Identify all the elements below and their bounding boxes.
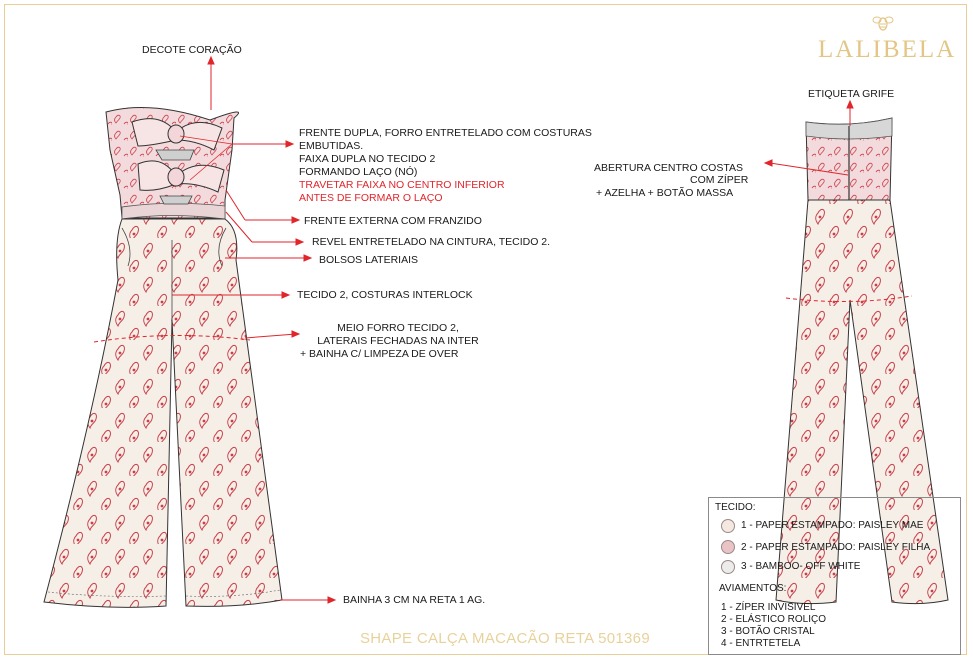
legend-fabric-1: 1 - PAPER ESTAMPADO: PAISLEY MAE: [741, 520, 924, 531]
knot-upper: [168, 125, 184, 143]
label-front-double-1: FRENTE DUPLA, FORRO ENTRETELADO COM COSTURAS: [299, 127, 592, 139]
label-external-front: FRENTE EXTERNA COM FRANZIDO: [304, 215, 482, 227]
label-front-red-1: TRAVETAR FAIXA NO CENTRO INFERIOR: [299, 179, 505, 191]
label-neckline: DECOTE CORAÇÃO: [142, 44, 242, 56]
legend-trim-1: 1 - ZÍPER INVISIVEL: [721, 602, 816, 613]
label-front-double-3: FAIXA DUPLA NO TECIDO 2: [299, 153, 436, 165]
label-front-double-4: FORMANDO LAÇO (NÓ): [299, 166, 418, 178]
swatch-fabric-3: [721, 560, 735, 574]
label-zipper-3: + AZELHA + BOTÃO MASSA: [596, 187, 734, 199]
legend-fabric-2: 2 - PAPER ESTAMPADO: PAISLEY FILHA: [741, 542, 931, 553]
legend-box: [708, 497, 961, 655]
label-front-double-2: EMBUTIDAS.: [299, 140, 364, 152]
label-pockets: BOLSOS LATERIAIS: [319, 254, 419, 266]
front-trousers: [44, 219, 282, 607]
knot-lower: [168, 168, 184, 186]
label-zipper-2: COM ZÍPER: [690, 174, 749, 186]
legend-trim-3: 3 - BOTÃO CRISTAL: [721, 626, 815, 637]
front-jumpsuit: [44, 108, 282, 608]
legend-trim-4: 4 - ENTRTETELA: [721, 638, 801, 649]
legend-fabric-3: 3 - BAMBOO- OFF WHITE: [741, 561, 861, 572]
label-zipper-1: ABERTURA CENTRO COSTAS: [594, 162, 743, 174]
brand-logo: LALIBELA: [818, 36, 957, 63]
label-hem: BAINHA 3 CM NA RETA 1 AG.: [343, 594, 486, 606]
label-front-red-2: ANTES DE FORMAR O LAÇO: [299, 192, 443, 204]
label-lining-2: LATERAIS FECHADAS NA INTER: [317, 335, 479, 347]
bee-icon: [872, 14, 894, 32]
label-brand-tag: ETIQUETA GRIFE: [808, 88, 895, 100]
label-interlock: TECIDO 2, COSTURAS INTERLOCK: [297, 289, 473, 301]
legend-trims-title: AVIAMENTOS:: [719, 583, 787, 594]
label-lining-3: + BAINHA C/ LIMPEZA DE OVER: [300, 348, 459, 360]
swatch-fabric-2: [721, 540, 735, 554]
label-waist-facing: REVEL ENTRETELADO NA CINTURA, TECIDO 2.: [312, 236, 551, 248]
bow-cutout-lower: [160, 196, 192, 204]
label-lining-1: MEIO FORRO TECIDO 2,: [337, 322, 459, 334]
swatch-fabric-1: [721, 519, 735, 533]
bow-cutout-upper: [156, 150, 194, 160]
sheet-title: SHAPE CALÇA MACACÃO RETA 501369: [360, 630, 650, 647]
legend-fabric-title: TECIDO:: [715, 502, 756, 513]
legend-trim-2: 2 - ELÁSTICO ROLIÇO: [721, 614, 827, 625]
